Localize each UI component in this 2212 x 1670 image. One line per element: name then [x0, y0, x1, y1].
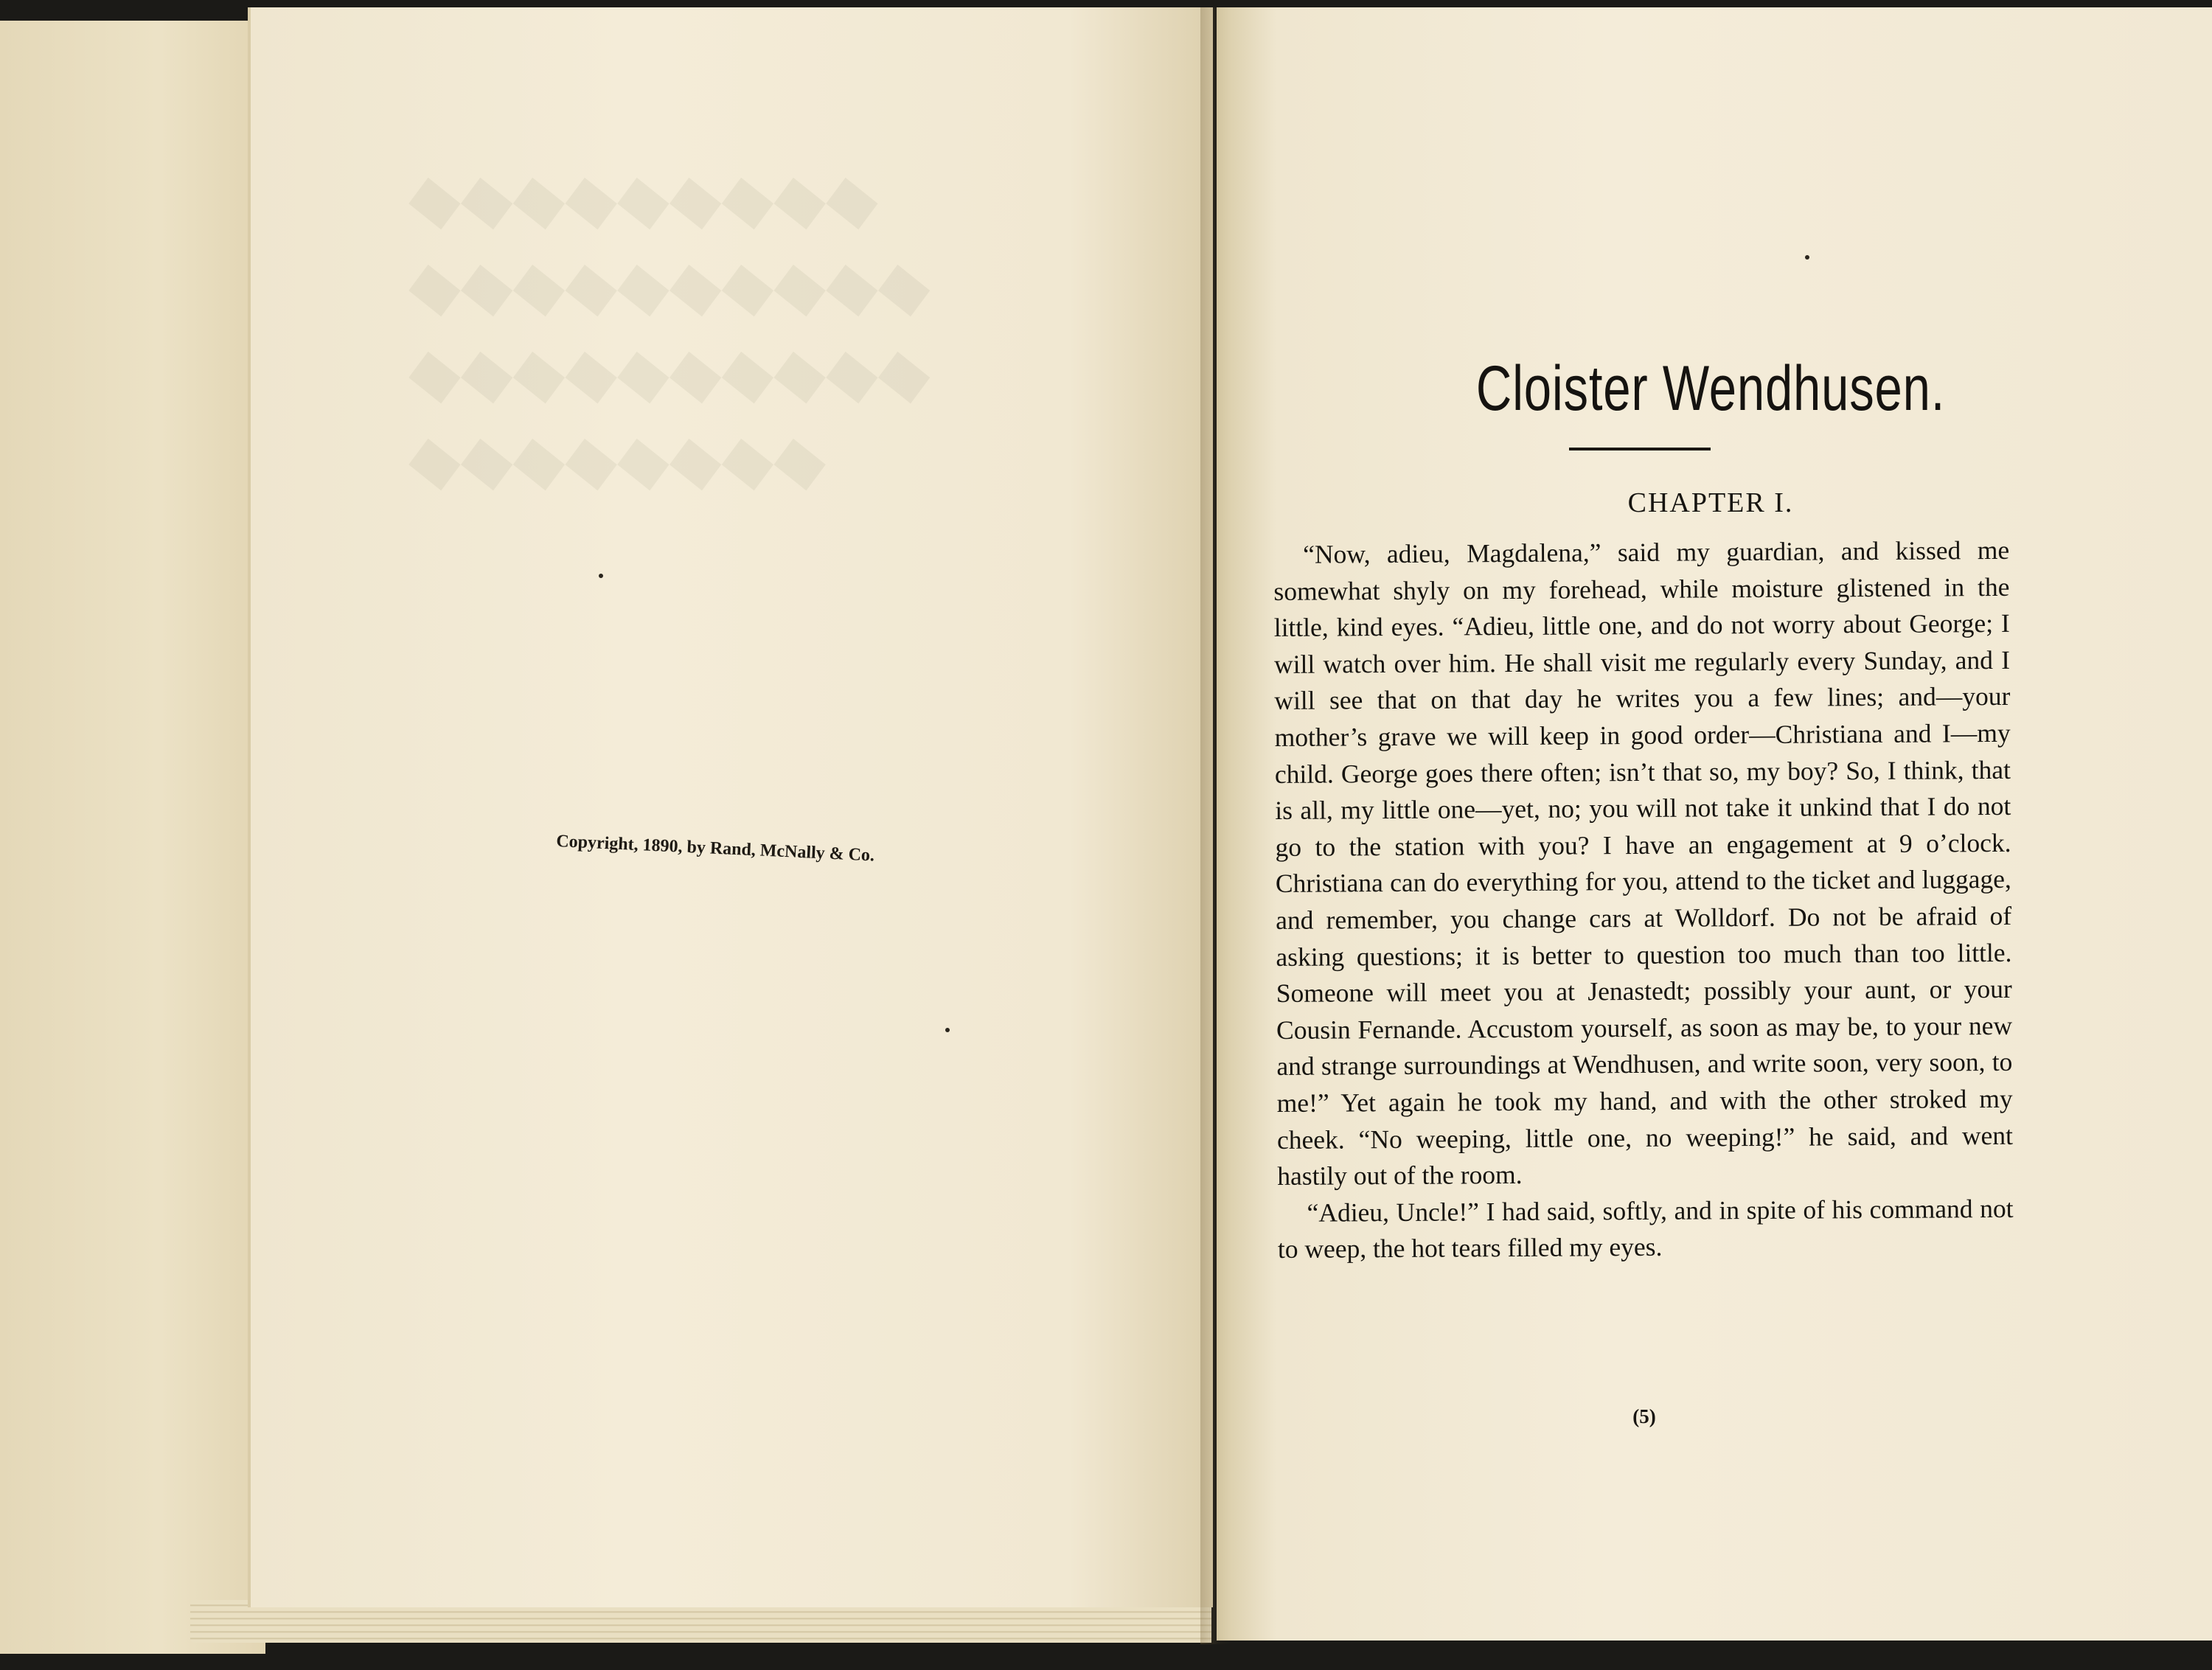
- paper-speck: [945, 1028, 950, 1032]
- body-text: [1273, 532, 2014, 1268]
- paper-speck: [1805, 255, 1809, 260]
- book-gutter: [1200, 7, 1231, 1644]
- chapter-heading: CHAPTER I.: [1627, 487, 1794, 518]
- paragraph: “Now, adieu, Magdalena,” said my guardian, and kissed me somewhat shyly on my forehead, while moisture glistened in the little, kind eyes. “Adieu, little one, and do not worry about George; I will watch over him. He shall visit me regularly every Sunday, and I will see that on that day he writes you a few lines; and—your mother’s grave we will keep in good order—Christiana and I—my child. George goes there often; isn’t that so, my boy? So, I think, that is all, my little one—yet, no; you will not take it unkind that I do not go to the station with you? I have an engagement at 9 o’clock. Christiana can do everything for you, attend to the ticket and luggage, and remember, you change cars at Wolldorf. Do not be afraid of asking questions; it is better to question too much than too little. Someone will meet you at Jenastedt; possibly your aunt, or your Cousin Fernande. Accustom yourself, as soon as may be, to your new and strange surroundings at Wendhusen, and write soon, very soon, to me!” Yet again he took my hand, and with the other stroked my cheek. “No weeping, little one, no weeping!” he said, and went hastily out of the room.: [1273, 535, 2014, 1191]
- paper-speck: [599, 574, 603, 578]
- book-title: Cloister Wendhusen.: [1475, 353, 1946, 424]
- paragraph: “Adieu, Uncle!” I had said, softly, and in spite of his command not to weep, the hot tears filled my eyes.: [1277, 1193, 2014, 1264]
- show-through-text: ◆◆◆◆◆◆◆◆◆ ◆◆◆◆◆◆◆◆◆◆ ◆◆◆◆◆◆◆◆◆◆ ◆◆◆◆◆◆◆◆: [413, 161, 935, 497]
- page-number: (5): [1632, 1405, 1656, 1427]
- cover-endpaper: [0, 21, 265, 1654]
- copyright-notice: Copyright, 1890, by Rand, McNally & Co.: [555, 832, 875, 866]
- title-rule: [1569, 448, 1711, 450]
